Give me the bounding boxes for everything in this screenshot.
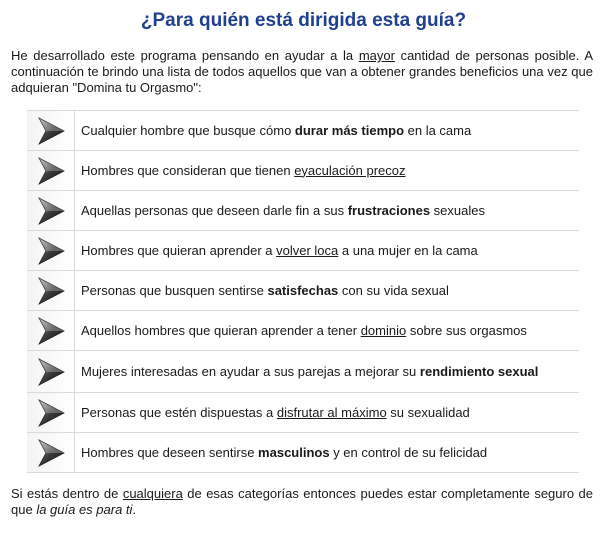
list-item [27, 270, 579, 310]
list-item-text [75, 445, 579, 461]
list-item [27, 432, 579, 473]
list-item-text-post: y en control de su felicidad [329, 444, 488, 460]
arrow-right-icon [36, 399, 66, 427]
list-item-text-pre: Mujeres interesadas en ayudar a sus parejas a mejorar su [81, 363, 420, 379]
list-item-text [75, 283, 579, 299]
list-item [27, 110, 579, 150]
intro-text-2: cantidad de personas posible. A continuación te brindo una lista de todos aquellos que van a obtener grandes beneficios una vez que adquieran "Domina tu Orgasmo": [11, 48, 593, 95]
list-item [27, 350, 579, 392]
arrow-right-icon [36, 277, 66, 305]
arrow-right-icon [36, 237, 66, 265]
arrow-cell [27, 191, 75, 230]
list-item-text-post: sexuales [430, 202, 485, 218]
list-item-text-pre: Hombres que quieran aprender a [81, 242, 277, 258]
list-item-text-pre: Hombres que deseen sentirse [81, 444, 259, 460]
intro-text-1: He desarrollado este programa pensando en ayudar a la [11, 48, 359, 63]
arrow-cell [27, 393, 75, 432]
list-item [27, 190, 579, 230]
arrow-right-icon [36, 317, 66, 345]
arrow-right-icon [36, 439, 66, 467]
list-item [27, 392, 579, 432]
list-item-text-pre: Aquellas personas que deseen darle fin a sus [81, 202, 348, 218]
list-item-emphasis: rendimiento sexual [419, 363, 539, 379]
arrow-right-icon [36, 117, 66, 145]
list-item-text [75, 323, 579, 339]
arrow-cell [27, 231, 75, 270]
arrow-right-icon [36, 157, 66, 185]
list-item-link[interactable]: volver loca [276, 242, 339, 258]
arrow-right-icon [36, 197, 66, 225]
outro-text-1: Si estás dentro de [11, 486, 123, 501]
list-item-emphasis: masculinos [258, 444, 330, 460]
list-item-text-post: en la cama [404, 122, 472, 138]
arrow-cell [27, 151, 75, 190]
list-item-text [75, 405, 579, 421]
list-item-link[interactable]: disfrutar al máximo [276, 404, 387, 420]
outro-text-2: de esas categorías entonces puedes estar completamente seguro de que [11, 486, 594, 517]
list-item-text [75, 364, 579, 380]
intro-paragraph [11, 48, 593, 96]
arrow-cell [27, 111, 75, 150]
list-item-text-pre: Hombres que consideran que tienen [81, 162, 295, 178]
list-item-text [75, 243, 579, 259]
list-item-text [75, 123, 579, 139]
outro-paragraph [11, 486, 593, 518]
list-item-emphasis: durar más tiempo [294, 122, 405, 138]
list-item-text-post: su sexualidad [386, 404, 470, 420]
list-item-emphasis: satisfechas [267, 282, 339, 298]
intro-link-mayor[interactable]: mayor [358, 48, 395, 63]
list-item-text-post: sobre sus orgasmos [406, 322, 527, 338]
list-item-text-pre: Aquellos hombres que quieran aprender a tener [81, 322, 361, 338]
arrow-cell [27, 433, 75, 472]
list-item-link[interactable]: dominio [360, 322, 407, 338]
audience-list [27, 110, 579, 473]
list-item [27, 150, 579, 190]
list-item-text-pre: Cualquier hombre que busque cómo [81, 122, 295, 138]
list-item-text-pre: Personas que busquen sentirse [81, 282, 268, 298]
list-item-text [75, 203, 579, 219]
arrow-cell [27, 271, 75, 310]
list-item-link[interactable]: eyaculación precoz [294, 162, 406, 178]
list-item-text [75, 163, 579, 179]
list-item [27, 310, 579, 350]
list-item-emphasis: frustraciones [347, 202, 431, 218]
arrow-right-icon [36, 358, 66, 386]
list-item-text-post: con su vida sexual [338, 282, 449, 298]
outro-link-cualquiera[interactable]: cualquiera [122, 486, 183, 501]
arrow-cell [27, 351, 75, 392]
page-heading: ¿Para quién está dirigida esta guía? [140, 10, 467, 31]
list-item [27, 230, 579, 270]
outro-text-3: . [132, 502, 137, 517]
list-item-text-post: a una mujer en la cama [338, 242, 478, 258]
list-item-text-pre: Personas que estén dispuestas a [81, 404, 277, 420]
outro-italic: la guía es para ti [36, 502, 133, 517]
arrow-cell [27, 311, 75, 350]
